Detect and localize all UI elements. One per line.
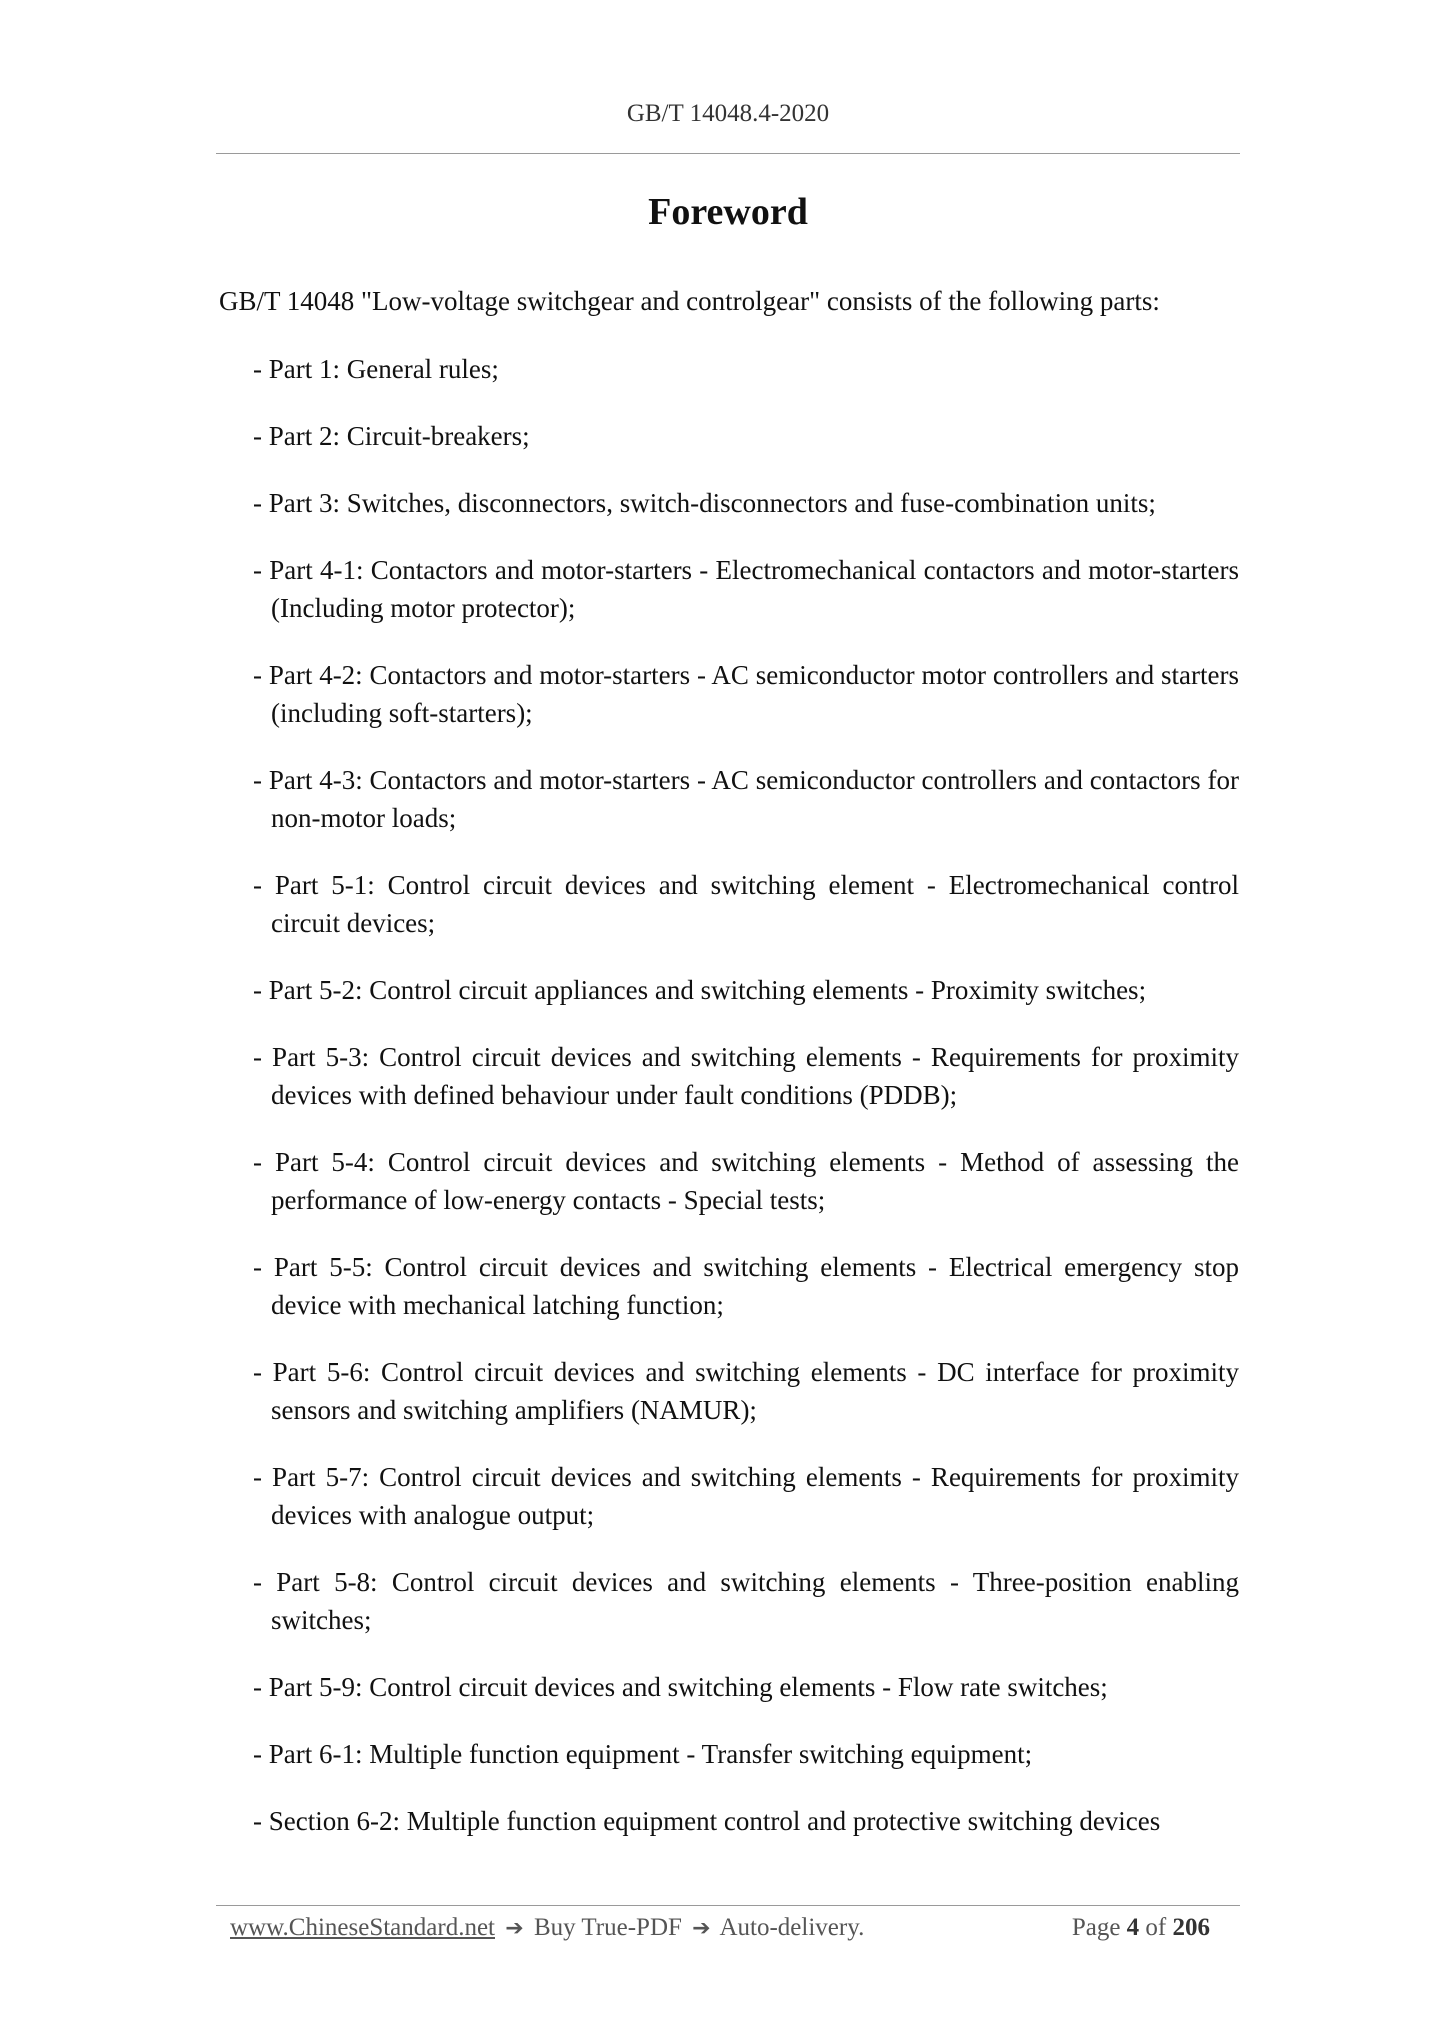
list-item: - Part 5-7: Control circuit devices and switching elements - Requirements for proximity devices with analogue output; <box>253 1462 1239 1530</box>
intro-paragraph: GB/T 14048 "Low-voltage switchgear and controlgear" consists of the following parts: <box>219 286 1160 316</box>
list-item: - Part 5-2: Control circuit appliances and switching elements - Proximity switches; <box>253 975 1147 1005</box>
list-item: - Part 4-1: Contactors and motor-starters - Electromechanical contactors and motor-starters (Including motor protector); <box>253 555 1239 623</box>
list-item: - Part 6-1: Multiple function equipment - Transfer switching equipment; <box>253 1739 1033 1769</box>
footer-divider <box>216 1905 1240 1906</box>
running-header: GB/T 14048.4-2020 <box>626 100 830 127</box>
buy-text: Buy True-PDF <box>533 1914 682 1941</box>
list-item: - Part 3: Switches, disconnectors, switch-disconnectors and fuse-combination units; <box>253 488 1156 518</box>
website-link[interactable]: www.ChineseStandard.net <box>230 1914 495 1941</box>
right-arrow-icon: ➔ <box>505 1916 524 1941</box>
page-label: Page <box>1071 1914 1121 1941</box>
page-of: of <box>1145 1914 1167 1941</box>
list-item: - Part 5-4: Control circuit devices and switching elements - Method of assessing the performance of low-energy contacts - Special tests; <box>253 1147 1239 1215</box>
list-item: - Part 5-5: Control circuit devices and switching elements - Electrical emergency stop device with mechanical latching function; <box>253 1252 1239 1320</box>
list-item: - Part 5-6: Control circuit devices and switching elements - DC interface for proximity sensors and switching amplifiers (NAMUR); <box>253 1357 1239 1425</box>
list-item: - Part 5-3: Control circuit devices and switching elements - Requirements for proximity devices with defined behaviour under fault conditions (PDDB); <box>253 1042 1239 1110</box>
list-item: - Part 5-1: Control circuit devices and switching element - Electromechanical control circuit devices; <box>253 870 1239 938</box>
page-total: 206 <box>1172 1914 1210 1941</box>
list-item: - Section 6-2: Multiple function equipment control and protective switching devices <box>253 1806 1161 1836</box>
page-current: 4 <box>1126 1914 1140 1941</box>
page-title: Foreword <box>648 191 808 233</box>
list-item: - Part 4-3: Contactors and motor-starters - AC semiconductor controllers and contactors for non-motor loads; <box>253 765 1239 833</box>
parts-list <box>253 350 1239 1869</box>
list-item: - Part 2: Circuit-breakers; <box>253 421 530 451</box>
list-item: - Part 1: General rules; <box>253 354 499 384</box>
header-divider <box>216 153 1240 154</box>
list-item: - Part 5-9: Control circuit devices and switching elements - Flow rate switches; <box>253 1672 1108 1702</box>
right-arrow-icon: ➔ <box>692 1916 711 1941</box>
page-footer <box>230 1910 1210 1947</box>
delivery-text: Auto-delivery. <box>719 1914 865 1941</box>
page-number <box>1072 1910 1210 1946</box>
list-item: - Part 5-8: Control circuit devices and switching elements - Three-position enabling switches; <box>253 1567 1239 1635</box>
list-item: - Part 4-2: Contactors and motor-starters - AC semiconductor motor controllers and starters (including soft-starters); <box>253 660 1239 728</box>
